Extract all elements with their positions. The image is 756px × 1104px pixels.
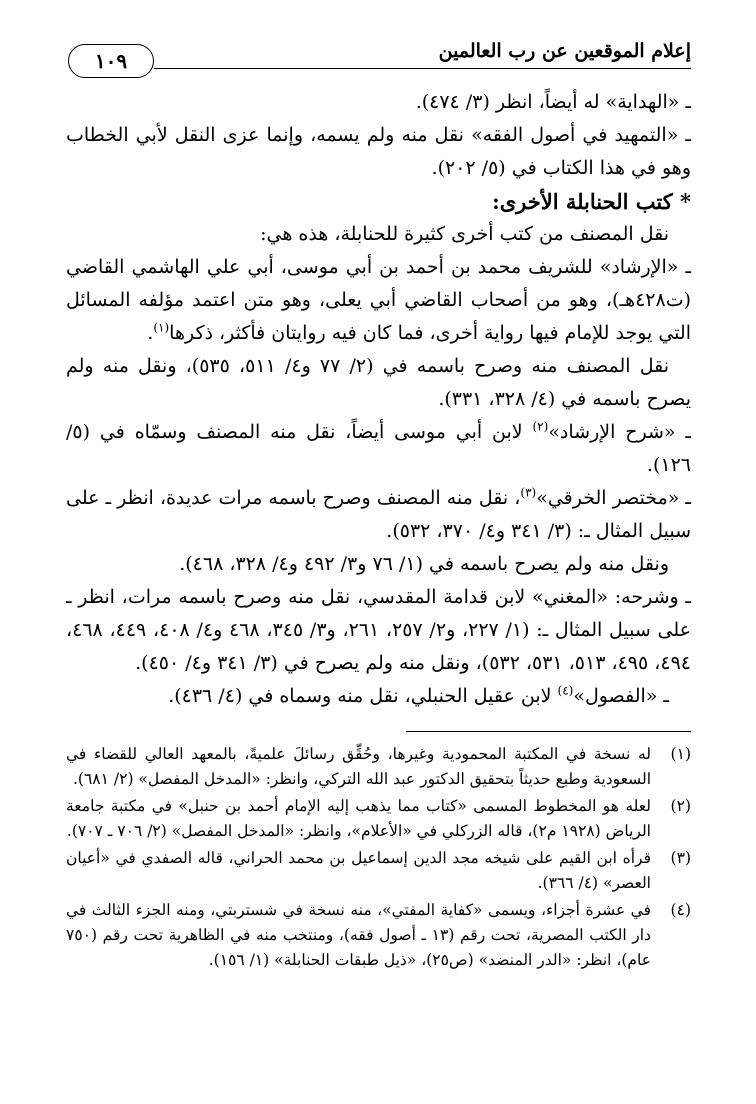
- paragraph-tamhid: ـ «التمهيد في أصول الفقه» نقل منه ولم يسمه، وإنما عزى النقل لأبي الخطاب وهو في هذا الكتاب في (٥/ ٢٠٢).: [66, 124, 691, 179]
- footnote-4: [66, 898, 691, 973]
- footnote-2: [66, 794, 691, 844]
- footnote-3: [66, 846, 691, 896]
- footnote-number: (١): [670, 745, 691, 763]
- page: [66, 34, 691, 975]
- footnote-number: (٢): [670, 797, 691, 815]
- irshad-period: .: [147, 322, 154, 344]
- section-heading: * كتب الحنابلة الأخرى:: [491, 189, 691, 214]
- footnote-1: [66, 742, 691, 792]
- book-title: إعلام الموقعين عن رب العالمين: [438, 40, 691, 62]
- paragraph-mukhtasar: [66, 482, 691, 548]
- footnote-text: قرأه ابن القيم على شيخه مجد الدين إسماعيل بن محمد الحراني، قاله الصفدي في «أعيان العصر» (٤/ ٣٦٦).: [66, 849, 651, 892]
- mukhtasar-title: ـ «مختصر الخرقي»: [536, 487, 691, 509]
- paragraph-mukhtasar-refs: ونقل منه ولم يصرح باسمه في (١/ ٧٦ و٣/ ٤٩٢ و٤/ ٣٢٨، ٤٦٨).: [179, 553, 669, 575]
- footnote-separator: [406, 731, 691, 732]
- irshad-text: ـ «الإرشاد» للشريف محمد بن أحمد بن أبي موسى، أبي علي الهاشمي القاضي (ت٤٢٨هـ)، وهو من أصحاب القاضي أبي يعلى، وهو متن اعتمد مؤلفه المسائل التي يوجد للإمام فيها رواية أخرى، فما كان فيه روايتان فأكثر، ذكرها: [66, 256, 691, 344]
- fusul-text: لابن عقيل الحنبلي، نقل منه وسماه في (٤/ ٤٣٦).: [168, 685, 552, 707]
- footnote-text: في عشرة أجزاء، ويسمى «كفاية المفتي»، منه نسخة في شستربتي، ومنه الجزء الثالث في دار الكتب المصرية، تحت رقم (١٣ ـ أصول فقه)، ومنتخب منه في الظاهرية تحت رقم (٧٥٠ عام)، انظر: «الدر المنضد» (ص٢٥)، «ذيل طبقات الحنابلة» (١/ ١٥٦).: [66, 901, 651, 969]
- paragraph-mughni: ـ وشرحه: «المغني» لابن قدامة المقدسي، نقل منه وصرح باسمه مرات، انظر ـ على سبيل المثال ـ: (١/ ٢٢٧، و٢/ ٢٥٧، ٢٦١، و٣/ ٣٤٥، ٤٦٨ و٤/ ٤٠٨، ٤٤٩، ٤٦٨، ٤٩٤، ٤٩٥، ٥١٣، ٥٣١، ٥٣٢)، ونقل منه ولم يصرح في (٣/ ٣٤١ و٤/ ٤٥٠).: [66, 586, 692, 674]
- paragraph-intro: نقل المصنف من كتب أخرى كثيرة للحنابلة، هذه هي:: [260, 223, 669, 245]
- footnote-ref-2[interactable]: (٢): [532, 419, 549, 434]
- sharh-irshad-title: ـ «شرح الإرشاد»: [548, 421, 691, 443]
- main-text: [66, 86, 691, 713]
- footnote-ref-1[interactable]: (١): [153, 320, 170, 335]
- mukhtasar-text: ، نقل منه المصنف وصرح باسمه مرات عديدة، انظر ـ على سبيل المثال ـ: (٣/ ٣٤١ و٤/ ٣٧٠، ٥٣٢).: [66, 487, 691, 542]
- page-number: ١٠٩: [68, 44, 154, 78]
- paragraph-fusul: [66, 680, 691, 713]
- footnotes: [66, 742, 691, 973]
- footnote-text: له نسخة في المكتبة المحمودية وغيرها، وحُقِّق رسائلَ علميةً، بالمعهد العالي للقضاء في السعودية وطبع حديثاً بتحقيق الدكتور عبد الله التركي، وانظر: «المدخل المفصل» (٢/ ٦٨١).: [66, 745, 651, 788]
- fusul-title: ـ «الفصول»: [573, 685, 669, 707]
- paragraph-sharh-irshad: [66, 416, 691, 482]
- header-rule: [154, 68, 691, 69]
- footnote-ref-4[interactable]: (٤): [557, 683, 574, 698]
- sharh-irshad-text: لابن أبي موسى أيضاً، نقل منه المصنف وسمّاه في (٥/ ١٢٦).: [66, 421, 691, 476]
- footnote-text: لعله هو المخطوط المسمى «كتاب مما يذهب إليه الإمام أحمد بن حنبل» في مكتبة جامعة الرياض (١٩٢٨ م٢)، قاله الزركلي في «الأعلام»، وانظر: «المدخل المفصل» (٢/ ٧٠٦ ـ ٧٠٧).: [66, 797, 651, 840]
- running-header: [66, 34, 691, 72]
- paragraph-irshad-refs: نقل المصنف منه وصرح باسمه في (٢/ ٧٧ و٤/ ٥١١، ٥٣٥)، ونقل منه ولم يصرح باسمه في (٤/ ٣٢٨، ٣٣١).: [66, 355, 691, 410]
- footnote-number: (٤): [670, 901, 691, 919]
- footnote-ref-3[interactable]: (٣): [520, 485, 537, 500]
- footnote-number: (٣): [670, 849, 691, 867]
- paragraph-irshad: [66, 251, 691, 350]
- paragraph-hidaya: ـ «الهداية» له أيضاً، انظر (٣/ ٤٧٤).: [415, 91, 691, 113]
